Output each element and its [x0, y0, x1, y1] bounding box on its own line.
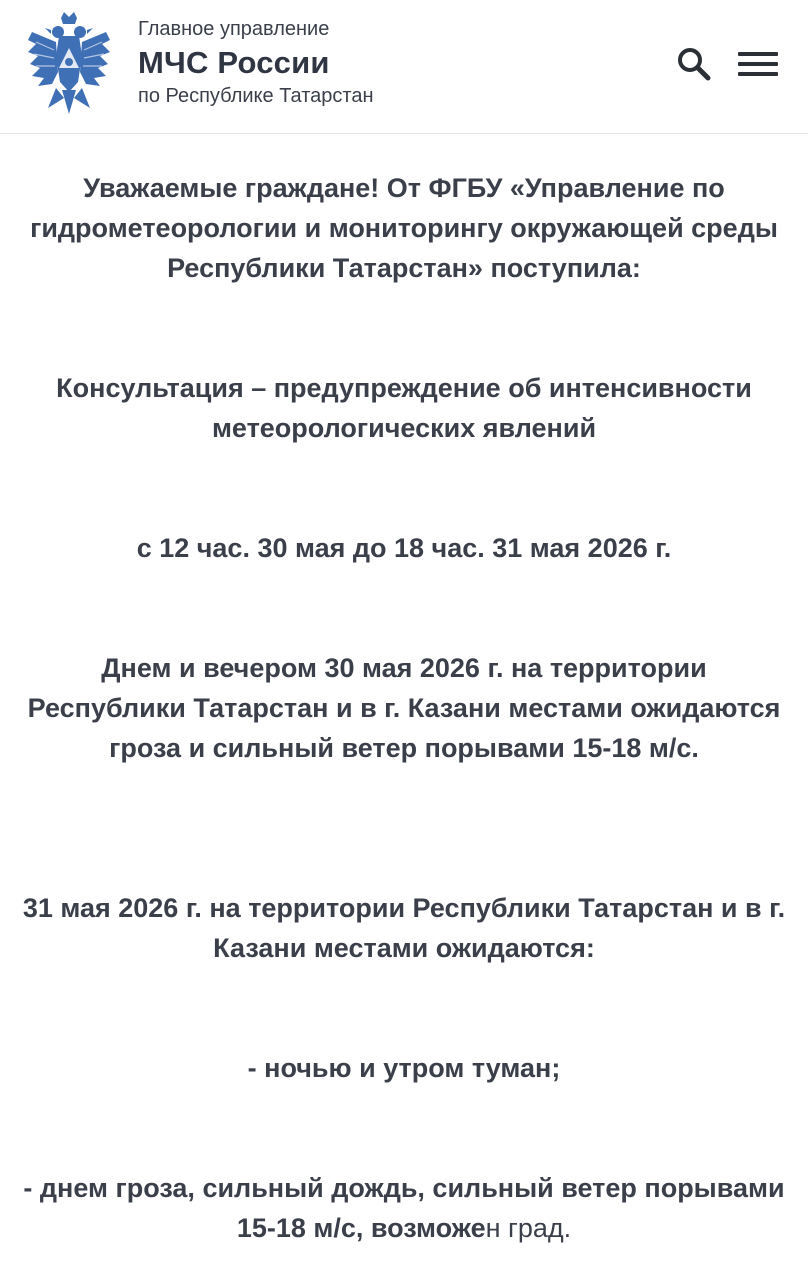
forecast-item-fog: - ночью и утром туман; — [247, 1053, 561, 1083]
search-button[interactable] — [674, 44, 714, 84]
menu-button[interactable] — [736, 48, 780, 80]
article-intro: Уважаемые граждане! От ФГБУ «Управление по гидрометеорологии и мониторингу окружающей среды Республики Татарстан» поступила: — [30, 173, 778, 283]
article-title: Консультация – предупреждение об интенсивности метеорологических явлений — [56, 373, 752, 443]
site-header — [0, 0, 808, 134]
hamburger-menu-icon — [738, 52, 778, 56]
forecast-item-storm-text: - днем гроза, сильный дождь, сильный ветер порывами 15-18 м/с, возможе — [23, 1173, 785, 1243]
forecast-day2: 31 мая 2026 г. на территории Республики Татарстан и в г. Казани местами ожидаются: — [22, 893, 786, 963]
warning-period: с 12 час. 30 мая до 18 час. 31 мая 2026 г. — [136, 533, 672, 563]
forecast-day1: Днем и вечером 30 мая 2026 г. на территории Республики Татарстан и в г. Казани местами ожидаются гроза и сильный ветер порывами 15-18 м/с. — [27, 653, 781, 763]
org-name-region: по Республике Татарстан — [138, 85, 374, 107]
org-name-line1: Главное управление — [138, 18, 330, 40]
forecast-item-storm — [20, 1168, 788, 1248]
search-icon — [674, 44, 714, 84]
emchs-emblem-icon[interactable] — [26, 12, 112, 116]
org-name-title: МЧС России — [138, 45, 330, 80]
forecast-item-storm-tail: н град. — [485, 1213, 572, 1243]
organization-name[interactable] — [138, 14, 538, 110]
